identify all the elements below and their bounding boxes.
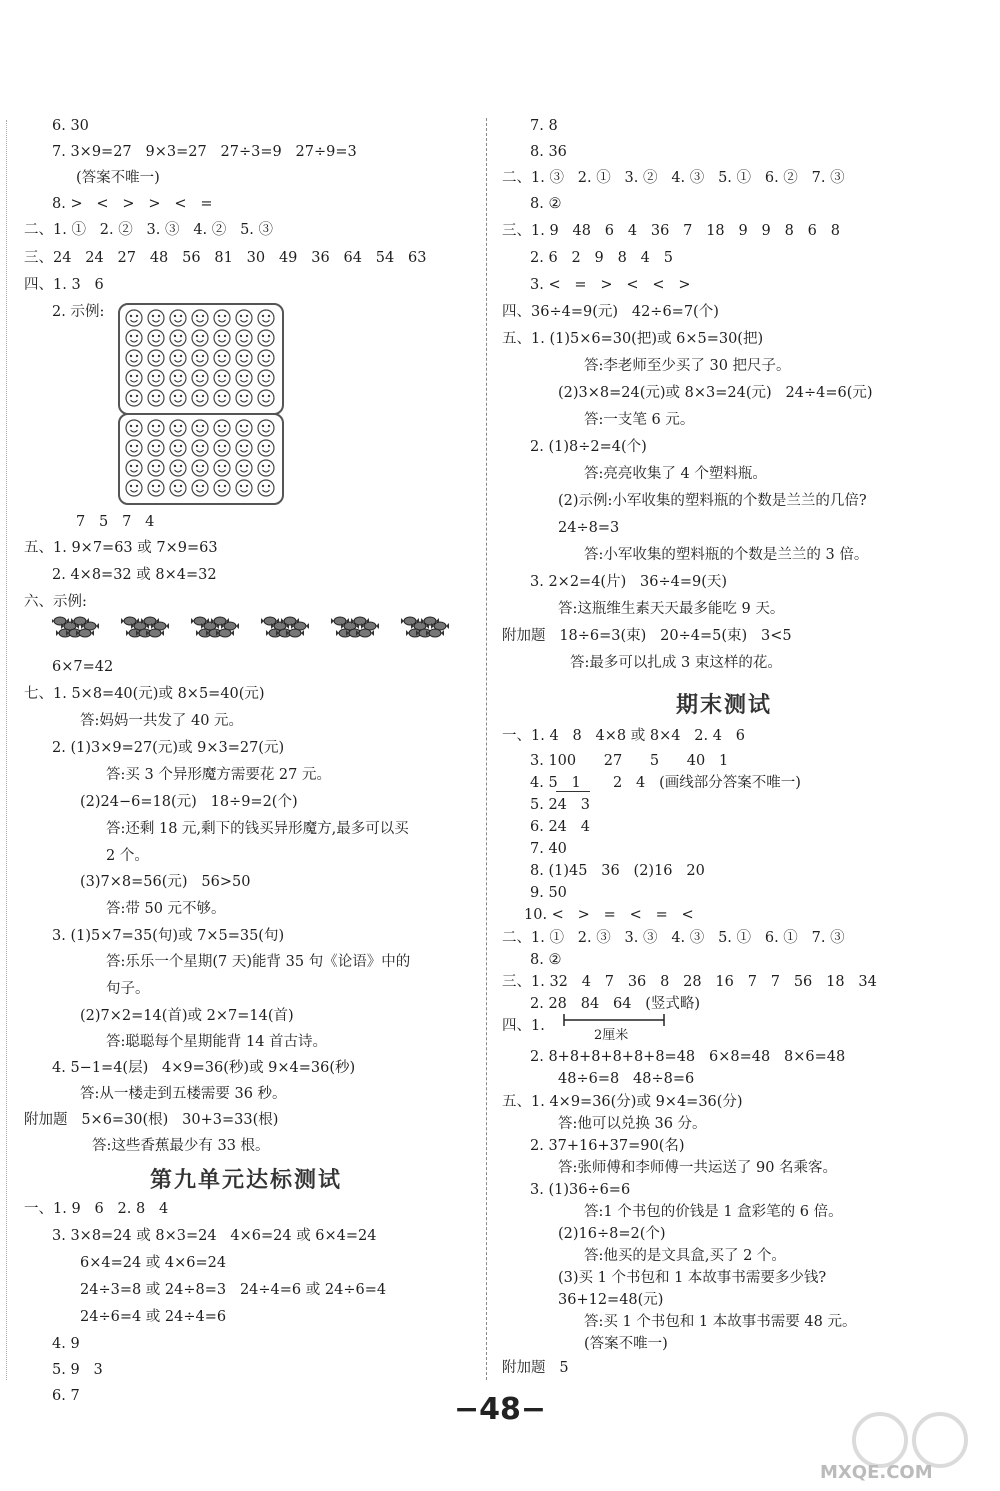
answer-line: (2)3×8=24(元)或 8×3=24(元) 24÷4=6(元)	[558, 385, 873, 401]
answer-line: 5. 24 3	[530, 797, 590, 813]
answer-line: 3. (1)5×7=35(句)或 7×5=35(句)	[52, 928, 285, 944]
answer-line: 3. 2×2=4(片) 36÷4=9(天)	[530, 574, 728, 590]
smiley-face-icon	[148, 460, 164, 476]
answer-line: (3)7×8=56(元) 56>50	[80, 874, 251, 890]
smiley-face-icon	[258, 310, 274, 326]
smiley-face-icon	[126, 310, 142, 326]
answer-line: 2. 28 84 64 (竖式略)	[530, 996, 701, 1012]
smiley-grid-bottom	[118, 413, 284, 505]
answer-line: 2. 4×8=32 或 8×4=32	[52, 567, 217, 583]
smiley-face-icon	[258, 370, 274, 386]
candy-bundle-icon	[52, 615, 452, 647]
smiley-face-icon	[214, 350, 230, 366]
answer-line: 答:他买的是文具盒,买了 2 个。	[584, 1248, 786, 1264]
answer-line: 24÷3=8 或 24÷8=3 24÷4=6 或 24÷6=4	[80, 1282, 387, 1298]
answer-line: 五、1. (1)5×6=30(把)或 6×5=30(把)	[502, 331, 764, 347]
page-number: −48−	[453, 1392, 547, 1427]
answer-line: 四、36÷4=9(元) 42÷6=7(个)	[502, 304, 719, 320]
smiley-face-icon	[120, 415, 282, 503]
answer-line: 4. 9	[52, 1336, 80, 1352]
smiley-face-icon	[192, 310, 208, 326]
smiley-face-icon	[148, 350, 164, 366]
answer-line: 7. 3×9=27 9×3=27 27÷3=9 27÷9=3	[52, 144, 357, 160]
answer-line: 二、1. ① 2. ② 3. ③ 4. ② 5. ③	[24, 222, 274, 238]
smiley-face-icon	[148, 420, 164, 436]
smiley-face-icon	[258, 440, 274, 456]
answer-line: 答:张师傅和李师傅一共运送了 90 名乘客。	[558, 1160, 838, 1176]
smiley-face-icon	[192, 460, 208, 476]
answer-line: 7. 8	[530, 118, 558, 134]
answer-line: 答:乐乐一个星期(7 天)能背 35 句《论语》中的	[106, 954, 411, 970]
candy-bundle-icon	[52, 617, 99, 637]
smiley-face-icon	[170, 350, 186, 366]
answer-line: 答:最多可以扎成 3 束这样的花。	[570, 655, 782, 671]
answer-line: 答:妈妈一共发了 40 元。	[80, 713, 244, 729]
smiley-face-icon	[120, 305, 282, 413]
smiley-face-icon	[148, 330, 164, 346]
smiley-face-icon	[170, 480, 186, 496]
answer-line: 24÷6=4 或 24÷4=6	[80, 1309, 227, 1325]
answer-line: (3)买 1 个书包和 1 本故事书需要多少钱?	[558, 1270, 827, 1286]
answer-line: 7. 40	[530, 841, 567, 857]
answer-line: 七、1. 5×8=40(元)或 8×5=40(元)	[24, 686, 265, 702]
smiley-face-icon	[214, 420, 230, 436]
smiley-face-icon	[236, 420, 252, 436]
smiley-face-icon	[126, 350, 142, 366]
smiley-face-icon	[236, 370, 252, 386]
smiley-face-icon	[236, 330, 252, 346]
answer-line: (答案不唯一)	[584, 1336, 668, 1352]
answer-line: 2. 37+16+37=90(名)	[530, 1138, 685, 1154]
smiley-face-icon	[258, 480, 274, 496]
answer-line: 6. 7	[52, 1388, 80, 1404]
smiley-face-icon	[236, 460, 252, 476]
smiley-face-icon	[148, 310, 164, 326]
smiley-face-icon	[236, 310, 252, 326]
answer-line: 6×7=42	[52, 659, 114, 675]
smiley-face-icon	[258, 390, 274, 406]
smiley-face-icon	[214, 310, 230, 326]
answer-underline	[556, 791, 590, 792]
answer-line: (2)16÷8=2(个)	[558, 1226, 666, 1242]
smiley-face-icon	[236, 390, 252, 406]
answer-line: 6×4=24 或 4×6=24	[80, 1255, 227, 1271]
answer-line: 答:小军收集的塑料瓶的个数是兰兰的 3 倍。	[584, 547, 869, 563]
smiley-face-icon	[170, 330, 186, 346]
smiley-face-icon	[126, 370, 142, 386]
answer-line: 二、1. ③ 2. ① 3. ② 4. ③ 5. ① 6. ② 7. ③	[502, 170, 845, 186]
smiley-face-icon	[236, 440, 252, 456]
answer-line: 8. ②	[530, 196, 562, 212]
answer-line: 句子。	[106, 981, 150, 997]
answer-line: 2. 示例:	[52, 304, 105, 320]
smiley-face-icon	[214, 330, 230, 346]
answer-line: 答:带 50 元不够。	[106, 901, 226, 917]
answer-line: 答:买 1 个书包和 1 本故事书需要 48 元。	[584, 1314, 857, 1330]
smiley-face-icon	[236, 350, 252, 366]
answer-line: 4. 5−1=4(层) 4×9=36(秒)或 9×4=36(秒)	[52, 1060, 356, 1076]
left-margin-rule	[6, 120, 7, 1380]
smiley-face-icon	[170, 420, 186, 436]
smiley-face-icon	[126, 390, 142, 406]
answer-line: 9. 50	[530, 885, 567, 901]
answer-line: 答:买 3 个异形魔方需要花 27 元。	[106, 767, 331, 783]
answer-line: 6. 24 4	[530, 819, 590, 835]
candy-bundle-icon	[121, 617, 169, 637]
answer-line: 2. (1)3×9=27(元)或 9×3=27(元)	[52, 740, 285, 756]
smiley-face-icon	[258, 330, 274, 346]
answer-line: 24÷8=3	[558, 520, 620, 536]
smiley-face-icon	[214, 390, 230, 406]
line-segment-drawing	[560, 1013, 670, 1027]
smiley-face-icon	[192, 420, 208, 436]
candy-bundle-icon	[331, 617, 379, 637]
smiley-face-icon	[170, 310, 186, 326]
answer-line: 10. < > = < = <	[524, 907, 694, 923]
answer-line: 附加题 18÷6=3(束) 20÷4=5(束) 3<5	[502, 628, 792, 644]
answer-line: 一、1. 4 8 4×8 或 8×4 2. 4 6	[502, 728, 746, 744]
smiley-face-icon	[192, 350, 208, 366]
answer-line: 附加题 5	[502, 1360, 569, 1376]
answer-line: 3. (1)36÷6=6	[530, 1182, 631, 1198]
answer-line: 3. 100 27 5 40 1	[530, 753, 729, 769]
watermark-text: MXQE.COM	[820, 1462, 933, 1483]
answer-line: 六、示例:	[24, 594, 87, 610]
answer-line: (2)24−6=18(元) 18÷9=2(个)	[80, 794, 298, 810]
smiley-face-icon	[192, 330, 208, 346]
smiley-face-icon	[170, 460, 186, 476]
answer-line: 36+12=48(元)	[558, 1292, 664, 1308]
answer-line: 答:1 个书包的价钱是 1 盒彩笔的 6 倍。	[584, 1204, 843, 1220]
answer-line: 四、1.	[502, 1018, 545, 1034]
segment-label: 2厘米	[594, 1028, 629, 1043]
answer-line: 附加题 5×6=30(根) 30+3=33(根)	[24, 1112, 279, 1128]
answer-line: 2. 8+8+8+8+8+8=48 6×8=48 8×6=48	[530, 1049, 846, 1065]
answer-line: 答:从一楼走到五楼需要 36 秒。	[80, 1086, 287, 1102]
column-divider	[486, 118, 487, 1380]
answer-line: (答案不唯一)	[76, 170, 160, 186]
answer-line: (2)示例:小军收集的塑料瓶的个数是兰兰的几倍?	[558, 493, 867, 509]
smiley-face-icon	[192, 440, 208, 456]
answer-line: 3. 3×8=24 或 8×3=24 4×6=24 或 6×4=24	[52, 1228, 377, 1244]
answer-line: 3. < = > < < >	[530, 277, 691, 293]
answer-line: 三、1. 9 48 6 4 36 7 18 9 9 8 6 8	[502, 223, 840, 239]
answer-line: 三、1. 32 4 7 36 8 28 16 7 7 56 18 34	[502, 974, 877, 990]
smiley-face-icon	[214, 480, 230, 496]
answer-line: 答:亮亮收集了 4 个塑料瓶。	[584, 466, 767, 482]
answer-line: 答:他可以兑换 36 分。	[558, 1116, 707, 1132]
answer-line: 答:李老师至少买了 30 把尺子。	[584, 358, 791, 374]
answer-line: 答:聪聪每个星期能背 14 首古诗。	[106, 1034, 328, 1050]
smiley-face-icon	[126, 330, 142, 346]
smiley-face-icon	[126, 420, 142, 436]
answer-line: 答:这瓶维生素天天最多能吃 9 天。	[558, 601, 785, 617]
smiley-face-icon	[192, 390, 208, 406]
smiley-face-icon	[258, 460, 274, 476]
answer-line: 7 5 7 4	[76, 514, 155, 530]
smiley-face-icon	[170, 370, 186, 386]
smiley-face-icon	[258, 420, 274, 436]
smiley-face-icon	[126, 440, 142, 456]
answer-line: 4. 5 1 2 4 (画线部分答案不唯一)	[530, 775, 801, 791]
answer-line: 8. 36	[530, 144, 567, 160]
candy-bundle-icon	[261, 617, 309, 637]
answer-line: 8. ②	[530, 952, 562, 968]
smiley-face-icon	[192, 370, 208, 386]
smiley-face-icon	[126, 460, 142, 476]
candy-bundle-icon	[401, 617, 449, 637]
answer-line: 6. 30	[52, 118, 89, 134]
answer-line: 2. 6 2 9 8 4 5	[530, 250, 673, 266]
smiley-face-icon	[236, 480, 252, 496]
answer-line: 五、1. 9×7=63 或 7×9=63	[24, 540, 218, 556]
smiley-grid-top	[118, 303, 284, 415]
smiley-face-icon	[170, 390, 186, 406]
answer-line: (2)7×2=14(首)或 2×7=14(首)	[80, 1008, 294, 1024]
smiley-face-icon	[192, 480, 208, 496]
smiley-face-icon	[214, 440, 230, 456]
smiley-face-icon	[214, 460, 230, 476]
answer-line: 答:一支笔 6 元。	[584, 412, 695, 428]
answer-line: 2. (1)8÷2=4(个)	[530, 439, 647, 455]
answer-line: 四、1. 3 6	[24, 277, 104, 293]
smiley-face-icon	[170, 440, 186, 456]
smiley-face-icon	[148, 480, 164, 496]
smiley-face-icon	[126, 480, 142, 496]
answer-line: 8. > < > > < =	[52, 196, 213, 212]
smiley-face-icon	[148, 390, 164, 406]
answer-line: 2 个。	[106, 848, 149, 864]
answer-line: 一、1. 9 6 2. 8 4	[24, 1201, 169, 1217]
smiley-face-icon	[148, 440, 164, 456]
section-title: 第九单元达标测试	[150, 1167, 343, 1193]
answer-line: 答:还剩 18 元,剩下的钱买异形魔方,最多可以买	[106, 821, 409, 837]
answer-line: 8. (1)45 36 (2)16 20	[530, 863, 705, 879]
answer-line: 三、24 24 27 48 56 81 30 49 36 64 54 63	[24, 250, 427, 266]
answer-line: 答:这些香蕉最少有 33 根。	[92, 1138, 270, 1154]
answer-line: 二、1. ① 2. ③ 3. ③ 4. ③ 5. ① 6. ① 7. ③	[502, 930, 845, 946]
answer-line: 5. 9 3	[52, 1362, 103, 1378]
section-title: 期末测试	[676, 692, 773, 718]
answer-line: 48÷6=8 48÷8=6	[558, 1071, 695, 1087]
smiley-face-icon	[258, 350, 274, 366]
smiley-face-icon	[148, 370, 164, 386]
smiley-face-icon	[214, 370, 230, 386]
candy-bundle-icon	[191, 617, 239, 637]
answer-line: 五、1. 4×9=36(分)或 9×4=36(分)	[502, 1094, 743, 1110]
